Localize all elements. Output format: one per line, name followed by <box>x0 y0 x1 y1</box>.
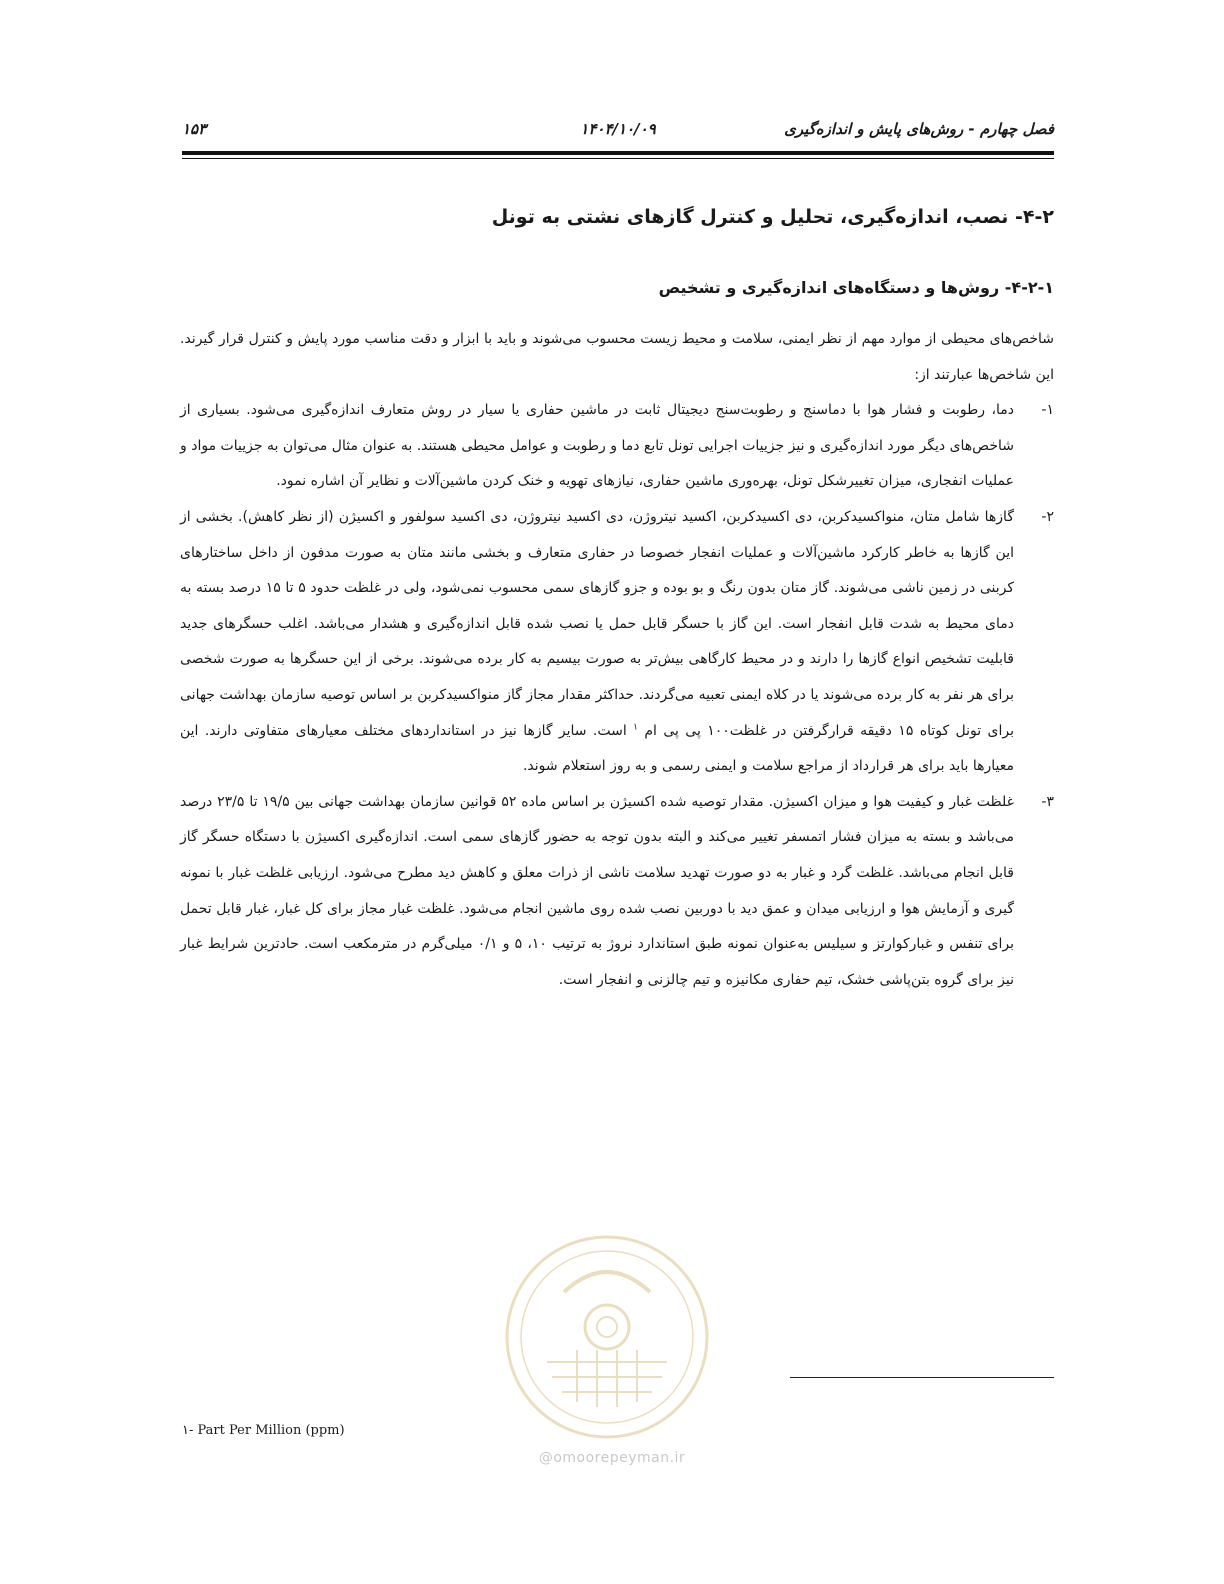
body-text <box>180 322 1054 998</box>
list-item <box>180 393 1054 500</box>
footnote-reference[interactable]: ۱ <box>633 721 638 732</box>
header-date: ۱۴۰۴/۱۰/۰۹ <box>580 120 656 138</box>
header-rule-thick <box>182 151 1054 155</box>
section-heading: ۴-۲- نصب، اندازه‌گیری، تحلیل و کنترل گازهای نشتی به تونل <box>491 206 1054 228</box>
running-header <box>182 120 1054 142</box>
indicator-list <box>180 393 1054 998</box>
header-rule-thin <box>182 158 1054 159</box>
list-item-number: ۲- <box>1041 508 1054 525</box>
list-item <box>180 500 1054 785</box>
subsection-heading: ۴-۲-۱- روش‌ها و دستگاه‌های اندازه‌گیری و تشخیص <box>658 278 1054 297</box>
chapter-title: فصل چهارم - روش‌های پایش و اندازه‌گیری <box>784 120 1054 138</box>
intro-paragraph: شاخص‌های محیطی از موارد مهم از نظر ایمنی، سلامت و محیط زیست محسوب می‌شوند و باید با ابزار و دقت مناسب مورد پایش و کنترل قرار گیرند. این شاخص‌ها عبارتند از: <box>180 331 1054 383</box>
page-number: ۱۵۳ <box>182 120 207 138</box>
watermark-seal-icon <box>502 1232 712 1442</box>
footnote-separator <box>790 1377 1054 1378</box>
list-item-number: ۳- <box>1041 793 1054 810</box>
list-item <box>180 785 1054 999</box>
list-item-text: غلظت غبار و کیفیت هوا و میزان اکسیژن. مقدار توصیه شده اکسیژن بر اساس ماده ۵۲ قوانین سازمان بهداشت جهانی بین ۱۹/۵ تا ۲۳/۵ درصد می‌باشد و بسته به میزان فشار اتمسفر تغییر می‌کند و البته بدون توجه به حضور گازهای سمی است. اندازه‌گیری اکسیژن با دستگاه حسگر گاز قابل انجام می‌باشد. غلظت گرد و غبار به دو صورت تهدید سلامت ناشی از ذرات معلق و کاهش دید مطرح می‌شود. ارزیابی غلظت غبار با نمونه گیری و آزمایش هوا و ارزیابی میدان و عمق دید با دوربین نصب شده روی ماشین انجام می‌شود. غلظت غبار مجاز برای کل غبار، غبار قابل تحمل برای تنفس و غبارکوارتز و سیلیس به‌عنوان نمونه طبق استاندارد نروژ به ترتیب ۱۰، ۵ و ۰/۱ میلی‌گرم در مترمکعب است. حادترین شرایط غبار نیز برای گروه بتن‌پاشی خشک، تیم حفاری مکانیزه و تیم چالزنی و انفجار است. <box>180 793 1014 988</box>
list-item-number: ۱- <box>1041 402 1054 419</box>
list-item-text: گازها شامل متان، منواکسیدکربن، دی اکسیدکربن، اکسید نیتروژن، دی اکسید نیتروژن، دی اکسید سولفور و اکسیژن (از نظر کاهش). بخشی از این گازها به خاطر کارکرد ماشین‌آلات و عملیات انفجار خصوصا در حفاری متعارف و بخشی مانند متان به صورت مدفون از داخل ساختارهای کربنی در زمین ناشی می‌شوند. گاز متان بدون رنگ و بو بوده و جزو گازهای سمی محسوب نمی‌شود، ولی در غلظت حدود ۵ تا ۱۵ درصد بسته به دمای محیط به شدت قابل انفجار است. این گاز با حسگر قابل حمل یا نصب شده قابل اندازه‌گیری و هشدار می‌باشد. اغلب حسگرهای جدید قابلیت تشخیص انواع گازها را دارند و در محیط کارگاهی بیش‌تر به صورت بیسیم به کار برده می‌شوند. برخی از این حسگرها به صورت شخصی برای هر نفر به کار برده می‌شوند یا در کلاه ایمنی تعبیه می‌گردند. حداکثر مقدار مجاز گاز منواکسیدکربن بر اساس توصیه سازمان بهداشت جهانی برای تونل کوتاه ۱۵ دقیقه قرارگرفتن در غلظت۱۰۰ پی پی ام <box>180 508 1014 739</box>
list-item-text-continued: است. سایر گازها نیز در استانداردهای مختلف معیارهای متفاوتی دارند. این معیارها باید برای هر قرارداد از مراجع سلامت و ایمنی رسمی و به روز استعلام شوند. <box>180 722 1014 775</box>
footnote: ۱- Part Per Million (ppm) <box>182 1423 345 1438</box>
list-item-text: دما، رطوبت و فشار هوا با دماسنج و رطوبت‌سنج دیجیتال ثابت در ماشین حفاری یا سیار در روش متعارف اندازه‌گیری می‌شود. بسیاری از شاخص‌های دیگر مورد اندازه‌گیری و نیز جزییات اجرایی تونل تابع دما و رطوبت و عوامل محیطی هستند. به عنوان مثال می‌توان به جزییات مواد و عملیات انفجاری، میزان تغییرشکل تونل، بهره‌وری ماشین حفاری، نیازهای تهویه و خنک کردن ماشین‌آلات و نظایر آن اشاره نمود. <box>180 402 1014 490</box>
watermark-site: @omoorepeyman.ir <box>538 1450 686 1466</box>
